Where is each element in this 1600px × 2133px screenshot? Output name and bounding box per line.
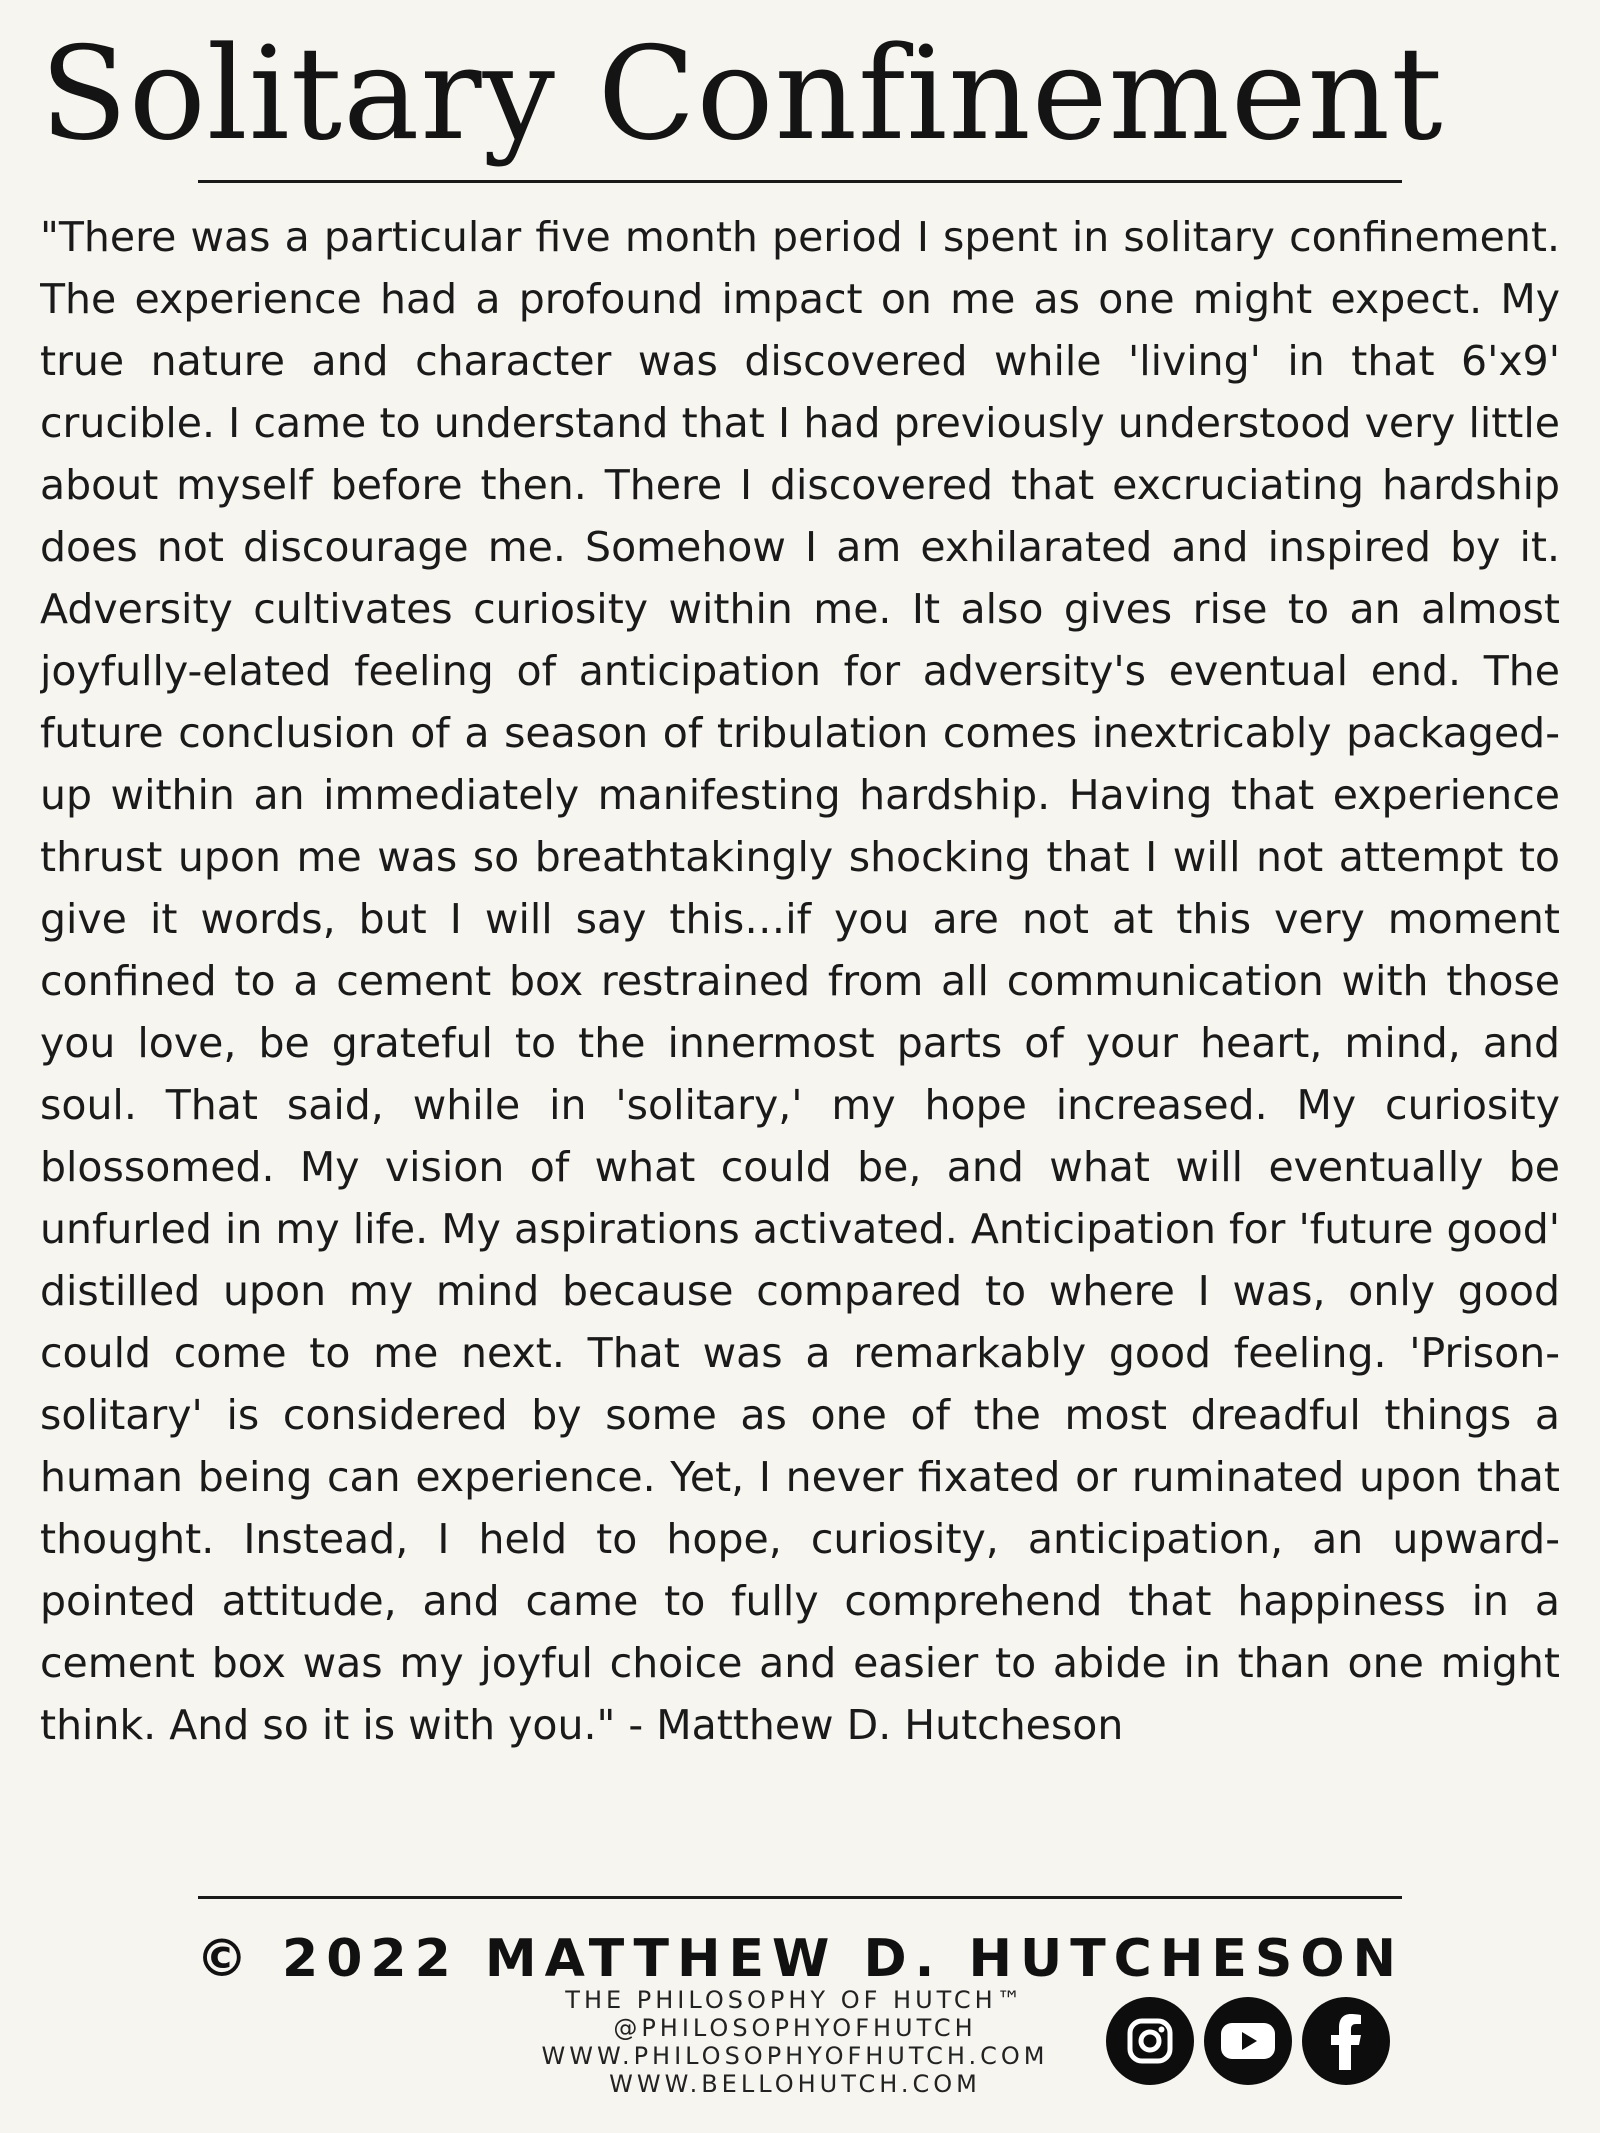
social-handle: @PHILOSOPHYOFHUTCH [613, 2014, 977, 2042]
website-link-bellohutch[interactable]: WWW.BELLOHUTCH.COM [609, 2070, 981, 2098]
page-title: Solitary Confinement [40, 20, 1444, 169]
facebook-icon [1326, 2012, 1366, 2070]
social-icons [1106, 1997, 1390, 2085]
instagram-icon [1125, 2016, 1175, 2066]
credits-block [500, 1986, 1090, 2098]
website-link-philosophyofhutch[interactable]: WWW.PHILOSOPHYOFHUTCH.COM [541, 2042, 1049, 2070]
top-divider [198, 180, 1402, 183]
brand-name: THE PHILOSOPHY OF HUTCH™ [565, 1986, 1025, 2014]
instagram-button[interactable] [1106, 1997, 1194, 2085]
youtube-button[interactable] [1204, 1997, 1292, 2085]
quote-text: "There was a particular five month period I spent in solitary confinement. The experience had a profound impact on me as one might expect. My true nature and character was discovered while 'living' in that 6'x9' crucible. I came to understand that I had previously understood very little about myself before then. There I discovered that excruciating hardship does not discourage me. Somehow I am exhilarated and inspired by it. Adversity cultivates curiosity within me. It also gives rise to an almost joyfully-elated feeling of anticipation for adversity's eventual end. The future conclusion of a season of tribulation comes inextricably packaged-up within an immediately manifesting hardship. Having that experience thrust upon me was so breathtakingly shocking that I will not attempt to give it words, but I will say this…if you are not at this very moment confined to a cement box restrained from all communication with those you love, be grateful to the innermost parts of your heart, mind, and soul. That said, while in 'solitary,' my hope increased. My curiosity blossomed. My vision of what could be, and what will eventually be unfurled in my life. My aspirations activated. Anticipation for 'future good' distilled upon my mind because compared to where I was, only good could come to me next. That was a remarkably good feeling. 'Prison-solitary' is considered by some as one of the most dreadful things a human being can experience. Yet, I never fixated or ruminated upon that thought. Instead, I held to hope, curiosity, anticipation, an upward-pointed attitude, and came to fully comprehend that happiness in a cement box was my joyful choice and easier to abide in than one might think. And so it is with you." - Matthew D. Hutcheson [40, 213, 1560, 1749]
facebook-button[interactable] [1302, 1997, 1390, 2085]
copyright-notice: © 2022 MATTHEW D. HUTCHESON [195, 1929, 1405, 1989]
bottom-divider [198, 1896, 1402, 1899]
youtube-icon [1219, 2020, 1277, 2062]
